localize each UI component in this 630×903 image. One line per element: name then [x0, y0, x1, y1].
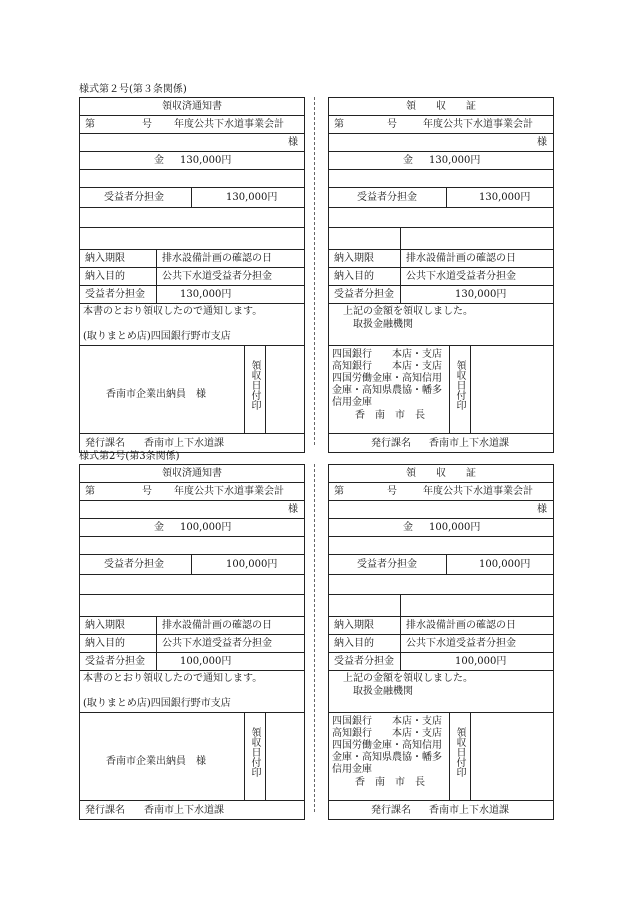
fiscal-year-label: 年度公共下水道事業会計: [174, 486, 284, 497]
bank-line: 高知銀行 本店・支店: [332, 361, 442, 372]
bank-line: 信用金庫: [332, 397, 372, 408]
deadline-value: 排水設備計画の確認の日: [406, 620, 516, 631]
payer-name: 香南市企業出納員 様: [106, 756, 206, 767]
share2-value: 100,000円: [455, 656, 507, 667]
share-value: 130,000円: [226, 192, 278, 203]
date-stamp-label: 領収日付印: [454, 727, 465, 777]
number-suffix: 号: [142, 486, 152, 497]
purpose-value: 公共下水道受益者分担金: [162, 638, 272, 649]
number-suffix: 号: [387, 119, 397, 130]
bank-line: 信用金庫: [332, 764, 372, 775]
amount-value: 100,000円: [180, 522, 232, 533]
form-caption: 様式第２号(第３条関係): [79, 84, 187, 95]
share-value: 100,000円: [226, 559, 278, 570]
number-prefix: 第: [334, 486, 344, 497]
share-label: 受益者分担金: [357, 559, 417, 570]
deadline-value: 排水設備計画の確認の日: [162, 620, 272, 631]
number-prefix: 第: [334, 119, 344, 130]
share2-label: 受益者分担金: [85, 656, 145, 667]
receipt-form: [328, 97, 554, 453]
fiscal-year-label: 年度公共下水道事業会計: [423, 119, 533, 130]
deadline-label: 納入期限: [334, 253, 374, 264]
agency-label: 取扱金融機関: [353, 686, 413, 697]
fiscal-year-label: 年度公共下水道事業会計: [174, 119, 284, 130]
honorific: 様: [288, 504, 298, 515]
form-caption: 様式第2号(第3条関係): [79, 451, 180, 462]
form-title: 領収済通知書: [162, 468, 222, 479]
form-title: 領収済通知書: [162, 101, 222, 112]
bank-line: 四国銀行 本店・支店: [332, 716, 442, 727]
purpose-label: 納入目的: [334, 638, 374, 649]
purpose-value: 公共下水道受益者分担金: [162, 271, 272, 282]
form-title: 領 収 証: [406, 101, 476, 112]
share-label: 受益者分担金: [104, 559, 164, 570]
honorific: 様: [288, 137, 298, 148]
bank-line: 高知銀行 本店・支店: [332, 728, 442, 739]
amount-value: 100,000円: [429, 522, 481, 533]
receipt-notice-form: [79, 97, 305, 453]
issuer-label: 発行課名: [371, 437, 411, 449]
deadline-label: 納入期限: [85, 253, 125, 264]
date-stamp-label: 領収日付印: [249, 727, 260, 777]
share2-value: 130,000円: [455, 289, 507, 300]
deadline-value: 排水設備計画の確認の日: [162, 253, 272, 264]
share2-label: 受益者分担金: [334, 656, 394, 667]
share-label: 受益者分担金: [357, 192, 417, 203]
amount-prefix: 金: [403, 522, 413, 533]
purpose-label: 納入目的: [334, 271, 374, 282]
honorific: 様: [537, 137, 547, 148]
amount-prefix: 金: [403, 155, 413, 166]
purpose-value: 公共下水道受益者分担金: [406, 638, 516, 649]
bank-line: 四国労働金庫・高知信用: [332, 740, 442, 751]
agent-bank: (取りまとめ店)四国銀行野市支店: [83, 331, 231, 342]
number-suffix: 号: [387, 486, 397, 497]
date-stamp-label: 領収日付印: [454, 360, 465, 410]
amount-prefix: 金: [154, 522, 164, 533]
notice-text: 上記の金額を領収しました。: [343, 673, 473, 684]
number-prefix: 第: [85, 119, 95, 130]
payer-name: 香南市企業出納員 様: [106, 389, 206, 400]
purpose-label: 納入目的: [85, 271, 125, 282]
amount-value: 130,000円: [429, 155, 481, 166]
amount-prefix: 金: [154, 155, 164, 166]
deadline-value: 排水設備計画の確認の日: [406, 253, 516, 264]
issuer-value: 香南市上下水道課: [429, 804, 509, 816]
purpose-value: 公共下水道受益者分担金: [406, 271, 516, 282]
mayor-label: 香 南 市 長: [355, 410, 425, 421]
issuer-label: 発行課名: [371, 804, 411, 816]
share2-value: 130,000円: [180, 289, 232, 300]
bank-line: 四国銀行 本店・支店: [332, 349, 442, 360]
form-title: 領 収 証: [406, 468, 476, 479]
amount-value: 130,000円: [180, 155, 232, 166]
fiscal-year-label: 年度公共下水道事業会計: [423, 486, 533, 497]
notice-text: 上記の金額を領収しました。: [343, 306, 473, 317]
share2-label: 受益者分担金: [85, 289, 145, 300]
date-stamp-label: 領収日付印: [249, 360, 260, 410]
agent-bank: (取りまとめ店)四国銀行野市支店: [83, 698, 231, 709]
share2-label: 受益者分担金: [334, 289, 394, 300]
deadline-label: 納入期限: [334, 620, 374, 631]
deadline-label: 納入期限: [85, 620, 125, 631]
bank-line: 金庫・高知県農協・幡多: [332, 752, 442, 763]
mayor-label: 香 南 市 長: [355, 777, 425, 788]
receipt-notice-form: [79, 464, 305, 820]
issuer-value: 香南市上下水道課: [144, 437, 224, 449]
share-label: 受益者分担金: [104, 192, 164, 203]
notice-text: 本書のとおり領収したので通知します。: [83, 673, 263, 684]
issuer-label: 発行課名: [85, 804, 125, 816]
cut-line: [314, 464, 315, 812]
share-value: 100,000円: [479, 559, 531, 570]
bank-line: 金庫・高知県農協・幡多: [332, 385, 442, 396]
issuer-label: 発行課名: [85, 437, 125, 449]
purpose-label: 納入目的: [85, 638, 125, 649]
issuer-value: 香南市上下水道課: [429, 437, 509, 449]
share2-value: 100,000円: [180, 656, 232, 667]
agency-label: 取扱金融機関: [353, 319, 413, 330]
cut-line: [314, 97, 315, 445]
share-value: 130,000円: [479, 192, 531, 203]
issuer-value: 香南市上下水道課: [144, 804, 224, 816]
number-prefix: 第: [85, 486, 95, 497]
number-suffix: 号: [142, 119, 152, 130]
receipt-form: [328, 464, 554, 820]
notice-text: 本書のとおり領収したので通知します。: [83, 306, 263, 317]
bank-line: 四国労働金庫・高知信用: [332, 373, 442, 384]
honorific: 様: [537, 504, 547, 515]
